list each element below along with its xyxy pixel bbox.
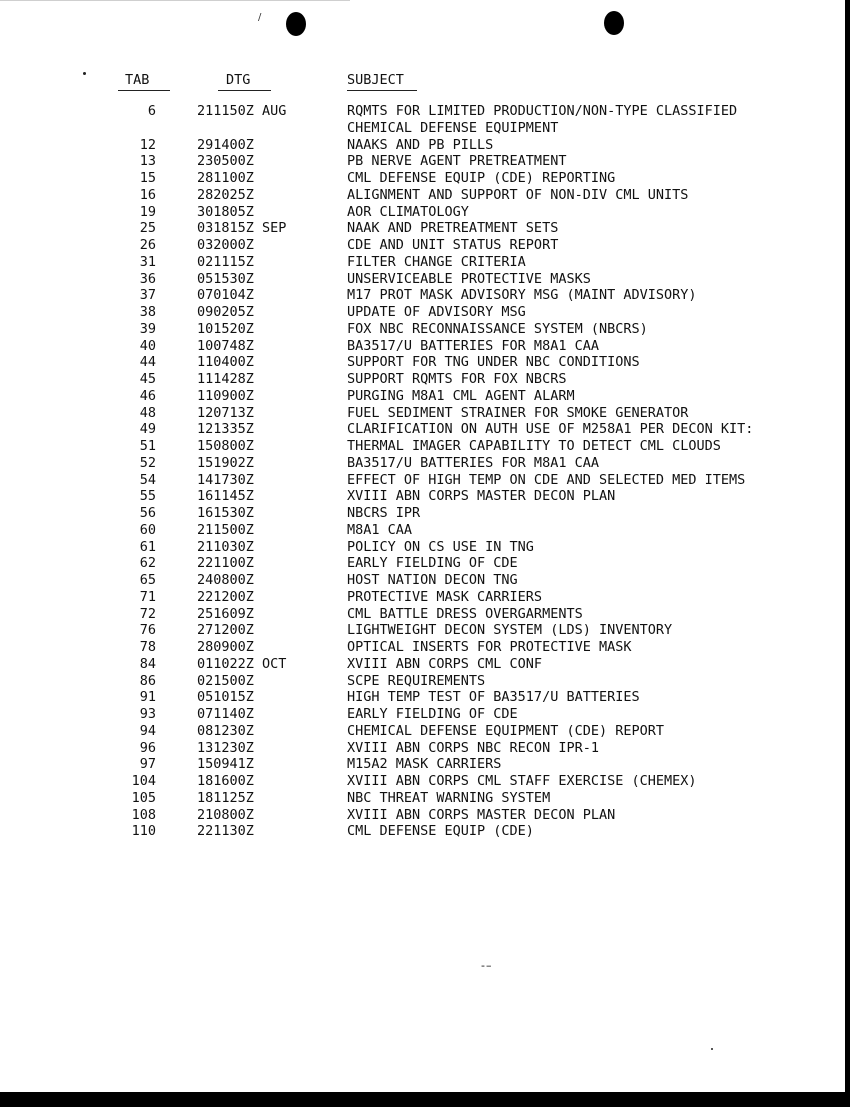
subject-text: HIGH TEMP TEST OF BA3517/U BATTERIES	[347, 689, 640, 706]
date-time-group: 120713Z	[197, 404, 254, 421]
date-time-group: 181600Z	[197, 773, 254, 789]
table-row	[0, 572, 845, 589]
table-row	[0, 522, 845, 539]
table-row	[0, 740, 845, 757]
date-time-group: 221200Z	[197, 588, 254, 605]
table-row	[0, 204, 845, 221]
tab-number: 105	[131, 789, 156, 806]
subject-text: CHEMICAL DEFENSE EQUIPMENT (CDE) REPORT	[347, 722, 664, 739]
subject-text: HOST NATION DECON TNG	[347, 572, 518, 588]
tab-number: 48	[139, 404, 156, 421]
tab-number: 40	[139, 337, 156, 354]
subject-text: M15A2 MASK CARRIERS	[347, 756, 502, 773]
subject-text: RQMTS FOR LIMITED PRODUCTION/NON-TYPE CLASSIFIED CHEMICAL DEFENSE EQUIPMENT	[347, 103, 738, 136]
date-time-group: 121335Z	[197, 421, 254, 438]
subject-text: NAAK AND PRETREATMENT SETS	[347, 220, 559, 237]
table-row	[0, 639, 845, 656]
tab-number: 15	[139, 170, 156, 186]
tab-number: 62	[139, 555, 156, 572]
subject-text: SUPPORT FOR TNG UNDER NBC CONDITIONS	[347, 354, 640, 371]
subject-text: FILTER CHANGE CRITERIA	[347, 253, 526, 270]
table-row	[0, 773, 845, 790]
table-row	[0, 656, 845, 673]
table-row	[0, 539, 845, 556]
table-row	[0, 706, 845, 723]
subject-text: SCPE REQUIREMENTS	[347, 672, 486, 689]
scan-speck	[711, 1048, 713, 1050]
date-time-group: 031815Z SEP	[197, 220, 287, 237]
date-time-group: 211500Z	[197, 521, 254, 538]
subject-text: CLARIFICATION ON AUTH USE OF M258A1 PER DECON KIT:	[347, 421, 754, 438]
scan-speck	[83, 72, 86, 75]
tab-number: 96	[139, 739, 156, 756]
date-time-group: 211030Z	[197, 538, 254, 555]
tab-number: 104	[131, 773, 156, 789]
date-time-group: 011022Z OCT	[197, 655, 287, 672]
tab-number: 71	[139, 588, 156, 605]
table-row	[0, 170, 845, 187]
punch-hole-right	[604, 11, 624, 35]
date-time-group: 240800Z	[197, 572, 254, 588]
tab-number: 93	[139, 706, 156, 722]
tab-number: 46	[139, 387, 156, 404]
tab-number: 94	[139, 722, 156, 739]
date-time-group: 211150Z AUG	[197, 103, 287, 119]
table-row	[0, 689, 845, 706]
tab-number: 52	[139, 454, 156, 471]
date-time-group: 230500Z	[197, 153, 254, 170]
table-row	[0, 153, 845, 170]
subject-text: CML DEFENSE EQUIP (CDE)	[347, 823, 534, 840]
tab-number: 54	[139, 471, 156, 488]
date-time-group: 271200Z	[197, 622, 254, 639]
date-time-group: 281100Z	[197, 170, 254, 186]
date-time-group: 111428Z	[197, 371, 254, 387]
scan-border-right	[845, 0, 850, 1107]
subject-text: M17 PROT MASK ADVISORY MSG (MAINT ADVISORY)	[347, 287, 697, 304]
tab-number: 110	[131, 823, 156, 840]
subject-text: NBC THREAT WARNING SYSTEM	[347, 789, 551, 806]
tab-number: 76	[139, 622, 156, 639]
subject-text: THERMAL IMAGER CAPABILITY TO DETECT CML CLOUDS	[347, 438, 721, 454]
date-time-group: 141730Z	[197, 471, 254, 488]
punch-hole-left	[286, 12, 306, 36]
header-underline	[218, 90, 271, 91]
subject-text: CDE AND UNIT STATUS REPORT	[347, 237, 559, 253]
subject-text: BA3517/U BATTERIES FOR M8A1 CAA	[347, 454, 599, 471]
tab-number: 51	[139, 438, 156, 454]
table-row	[0, 338, 845, 355]
date-time-group: 100748Z	[197, 337, 254, 354]
subject-text: ALIGNMENT AND SUPPORT OF NON-DIV CML UNITS	[347, 186, 689, 203]
subject-text: PB NERVE AGENT PRETREATMENT	[347, 153, 567, 170]
date-time-group: 221130Z	[197, 823, 254, 840]
subject-text: XVIII ABN CORPS CML CONF	[347, 655, 543, 672]
date-time-group: 110900Z	[197, 387, 254, 404]
table-row	[0, 187, 845, 204]
subject-text: BA3517/U BATTERIES FOR M8A1 CAA	[347, 337, 599, 354]
date-time-group: 181125Z	[197, 789, 254, 806]
table-row	[0, 555, 845, 572]
table-row	[0, 606, 845, 623]
date-time-group: 070104Z	[197, 287, 254, 304]
tab-number: 55	[139, 488, 156, 505]
subject-text: CML DEFENSE EQUIP (CDE) REPORTING	[347, 170, 616, 186]
tab-number: 26	[139, 237, 156, 253]
subject-text: EARLY FIELDING OF CDE	[347, 706, 518, 722]
table-row	[0, 237, 845, 254]
header-underline	[118, 90, 170, 91]
tab-number: 44	[139, 354, 156, 371]
tab-number: 45	[139, 371, 156, 387]
tab-number: 13	[139, 153, 156, 170]
table-row	[0, 137, 845, 154]
subject-text: FUEL SEDIMENT STRAINER FOR SMOKE GENERATOR	[347, 404, 689, 421]
subject-text: EFFECT OF HIGH TEMP ON CDE AND SELECTED MED ITEMS	[347, 471, 746, 488]
date-time-group: 151902Z	[197, 454, 254, 471]
subject-text: CML BATTLE DRESS OVERGARMENTS	[347, 605, 583, 622]
header-underline	[347, 90, 417, 91]
subject-text: FOX NBC RECONNAISSANCE SYSTEM (NBCRS)	[347, 320, 648, 337]
table-row	[0, 220, 845, 237]
subject-text: XVIII ABN CORPS MASTER DECON PLAN	[347, 488, 616, 505]
tab-number: 37	[139, 287, 156, 304]
table-row	[0, 371, 845, 388]
table-row	[0, 723, 845, 740]
tab-number: 19	[139, 203, 156, 220]
tab-number: 38	[139, 304, 156, 320]
tab-number: 61	[139, 538, 156, 555]
table-row	[0, 321, 845, 338]
subject-text: OPTICAL INSERTS FOR PROTECTIVE MASK	[347, 639, 632, 655]
date-time-group: 251609Z	[197, 605, 254, 622]
subject-text: UPDATE OF ADVISORY MSG	[347, 304, 526, 320]
subject-text: NAAKS AND PB PILLS	[347, 136, 494, 153]
table-row	[0, 823, 845, 840]
subject-text: UNSERVICEABLE PROTECTIVE MASKS	[347, 270, 591, 287]
tab-number: 36	[139, 270, 156, 287]
subject-text: M8A1 CAA	[347, 521, 413, 538]
date-time-group: 221100Z	[197, 555, 254, 572]
tab-number: 56	[139, 505, 156, 521]
table-row	[0, 622, 845, 639]
tab-number: 72	[139, 605, 156, 622]
subject-text: EARLY FIELDING OF CDE	[347, 555, 518, 572]
date-time-group: 071140Z	[197, 706, 254, 722]
date-time-group: 032000Z	[197, 237, 254, 253]
table-row	[0, 438, 845, 455]
table-row	[0, 354, 845, 371]
date-time-group: 161530Z	[197, 505, 254, 521]
subject-text: AOR CLIMATOLOGY	[347, 203, 469, 220]
tab-number: 6	[147, 103, 156, 119]
subject-text: POLICY ON CS USE IN TNG	[347, 538, 534, 555]
date-time-group: 280900Z	[197, 639, 254, 655]
date-time-group: 021500Z	[197, 672, 254, 689]
date-time-group: 291400Z	[197, 136, 254, 153]
tab-number: 25	[139, 220, 156, 237]
date-time-group: 301805Z	[197, 203, 254, 220]
tab-number: 65	[139, 572, 156, 588]
date-time-group: 051530Z	[197, 270, 254, 287]
tab-number: 91	[139, 689, 156, 706]
table-row	[0, 589, 845, 606]
subject-text: XVIII ABN CORPS MASTER DECON PLAN	[347, 806, 616, 823]
stray-mark: /	[258, 12, 262, 23]
table-row	[0, 254, 845, 271]
table-row	[0, 388, 845, 405]
table-row	[0, 756, 845, 773]
date-time-group: 131230Z	[197, 739, 254, 756]
table-row	[0, 455, 845, 472]
subject-text: XVIII ABN CORPS NBC RECON IPR-1	[347, 739, 599, 756]
table-row	[0, 287, 845, 304]
subject-text: LIGHTWEIGHT DECON SYSTEM (LDS) INVENTORY	[347, 622, 673, 639]
tab-number: 60	[139, 521, 156, 538]
tab-number: 108	[131, 806, 156, 823]
tab-number: 39	[139, 320, 156, 337]
tab-number: 86	[139, 672, 156, 689]
scan-border-bottom	[0, 1092, 850, 1107]
table-row	[0, 405, 845, 422]
table-row	[0, 505, 845, 522]
subject-text: PURGING M8A1 CML AGENT ALARM	[347, 387, 575, 404]
table-row	[0, 488, 845, 505]
subject-text: PROTECTIVE MASK CARRIERS	[347, 588, 543, 605]
scan-edge-line	[0, 0, 350, 1]
date-time-group: 101520Z	[197, 320, 254, 337]
stray-dash: -–	[481, 959, 493, 972]
column-header-dtg: DTG	[226, 72, 251, 88]
date-time-group: 051015Z	[197, 689, 254, 706]
tab-number: 78	[139, 639, 156, 655]
tab-number: 31	[139, 253, 156, 270]
table-row	[0, 673, 845, 690]
table-row	[0, 304, 845, 321]
table-row	[0, 807, 845, 824]
tab-number: 84	[139, 655, 156, 672]
tab-number: 16	[139, 186, 156, 203]
table-row	[0, 472, 845, 489]
subject-text: XVIII ABN CORPS CML STAFF EXERCISE (CHEMEX)	[347, 773, 697, 789]
message-index-table	[0, 103, 845, 840]
date-time-group: 150800Z	[197, 438, 254, 454]
date-time-group: 081230Z	[197, 722, 254, 739]
column-header-subject: SUBJECT	[347, 72, 404, 88]
date-time-group: 282025Z	[197, 186, 254, 203]
table-row	[0, 421, 845, 438]
date-time-group: 110400Z	[197, 354, 254, 371]
subject-text: SUPPORT RQMTS FOR FOX NBCRS	[347, 371, 567, 387]
date-time-group: 161145Z	[197, 488, 254, 505]
table-row	[0, 790, 845, 807]
date-time-group: 021115Z	[197, 253, 254, 270]
date-time-group: 090205Z	[197, 304, 254, 320]
date-time-group: 210800Z	[197, 806, 254, 823]
tab-number: 49	[139, 421, 156, 438]
date-time-group: 150941Z	[197, 756, 254, 773]
table-row	[0, 103, 845, 137]
column-header-tab: TAB	[125, 72, 150, 88]
tab-number: 97	[139, 756, 156, 773]
tab-number: 12	[139, 136, 156, 153]
subject-text: NBCRS IPR	[347, 505, 421, 521]
table-row	[0, 271, 845, 288]
